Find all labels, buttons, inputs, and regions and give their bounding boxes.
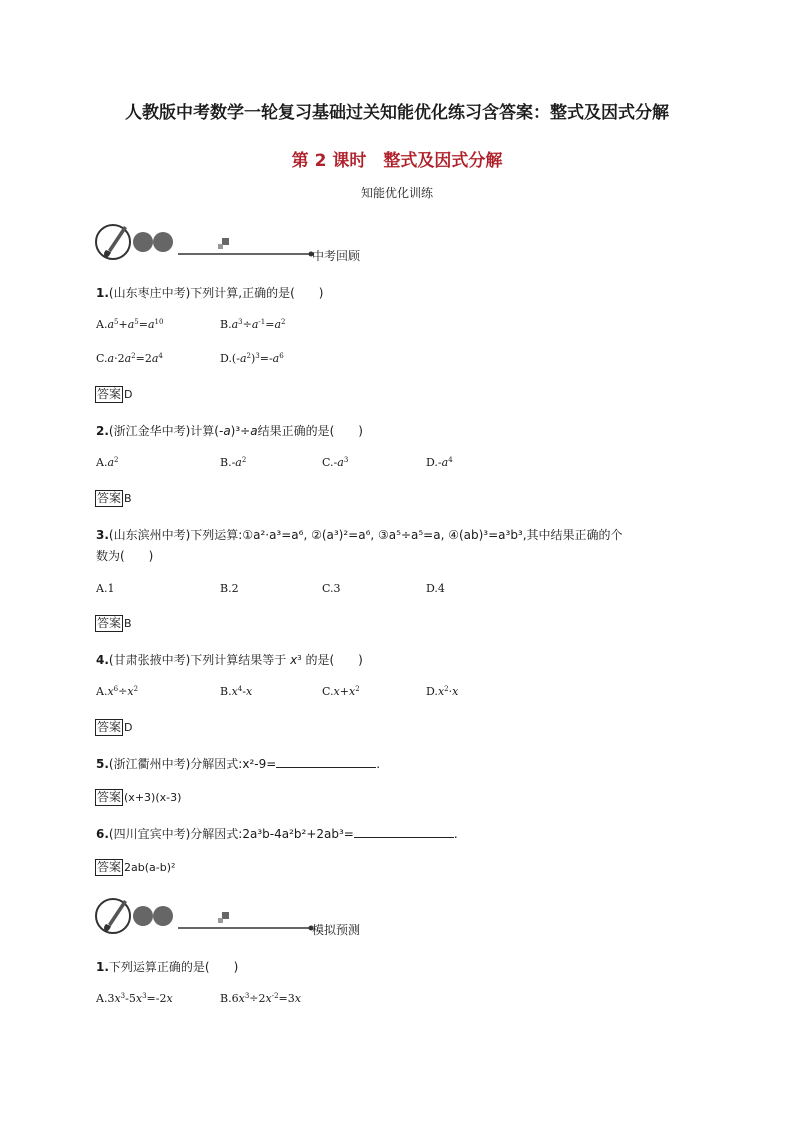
- option-4b: $B.x^4-x$: [220, 685, 253, 698]
- option-1c: $C.a\cdot 2a^2=2a^4$: [96, 352, 163, 365]
- answer-4: 答案 D: [97, 720, 133, 734]
- option-1d: $D.(-a^2)^3=-a^6$: [220, 352, 284, 365]
- question-5: 5.(浙江衢州中考)分解因式:x²-9= .: [96, 757, 381, 771]
- option-4a: $A.x^6\div x^2$: [96, 685, 139, 698]
- answer-6: 答案 2ab(a-b)²: [97, 860, 176, 874]
- lesson-title: 第 2 课时 整式及因式分解: [291, 151, 503, 171]
- option-2c: $C.-a^3$: [322, 456, 349, 469]
- answer-badge: 答案: [97, 491, 122, 505]
- option-3b: B.2: [220, 582, 239, 595]
- section-banner-mock: [94, 896, 374, 938]
- option-3a: A.1: [96, 582, 115, 595]
- fill-blank: [276, 756, 376, 768]
- question-4: 4.(甘肃张掖中考)下列计算结果等于 $x^3$ 的是( ): [96, 653, 363, 667]
- answer-2: 答案 B: [97, 491, 132, 505]
- question-3-line1: 3.(山东滨州中考)下列运算:①a²·a³=a⁶, ②(a³)²=a⁶, ③a⁵÷a⁵=a, ④(ab)³=a³b³,其中结果正确的个: [96, 528, 623, 542]
- answer-badge: 答案: [97, 720, 122, 734]
- option-3c: C.3: [322, 582, 341, 595]
- fill-blank: [354, 826, 454, 838]
- option-4c: $C.x+x^2$: [322, 685, 360, 698]
- answer-badge: 答案: [97, 387, 122, 401]
- option-2a: $A.a^2$: [96, 456, 119, 469]
- question-6: 6.(四川宜宾中考)分解因式:2a³b-4a²b²+2ab³= .: [96, 827, 458, 841]
- mock-option-1b: $B.6x^3\div 2x^{-2}=3x$: [220, 992, 301, 1005]
- answer-3: 答案 B: [97, 616, 132, 630]
- answer-5: 答案 (x+3)(x-3): [97, 790, 182, 804]
- option-1b: $B.a^3\div a^{-1}=a^2$: [220, 318, 286, 331]
- option-2d: $D.-a^4$: [426, 456, 453, 469]
- option-2b: $B.-a^2$: [220, 456, 247, 469]
- answer-badge: 答案: [97, 790, 122, 804]
- option-4d: $D.x^2\cdot x$: [426, 685, 459, 698]
- question-3-line2: 数为( ): [96, 549, 154, 563]
- document-title: 人教版中考数学一轮复习基础过关知能优化练习含答案：整式及因式分解: [125, 103, 669, 123]
- section-label-review: 中考回顾: [312, 249, 361, 263]
- section-subtitle: 知能优化训练: [360, 186, 433, 200]
- mock-option-1a: $A.3x^3-5x^3=-2x$: [96, 992, 173, 1005]
- option-1a: $A.a^5+a^5=a^{10}$: [96, 318, 164, 331]
- option-3d: D.4: [426, 582, 445, 595]
- mock-question-1: 1.下列运算正确的是( ): [96, 960, 239, 974]
- section-label-mock: 模拟预测: [312, 923, 361, 937]
- answer-1: 答案 D: [97, 387, 133, 401]
- question-1: 1.(山东枣庄中考)下列计算,正确的是( ): [96, 286, 324, 300]
- section-banner-review: [94, 222, 374, 264]
- answer-badge: 答案: [97, 616, 122, 630]
- question-2: 2.(浙江金华中考)计算(-a)³÷a结果正确的是( ): [96, 424, 363, 438]
- answer-badge: 答案: [97, 860, 122, 874]
